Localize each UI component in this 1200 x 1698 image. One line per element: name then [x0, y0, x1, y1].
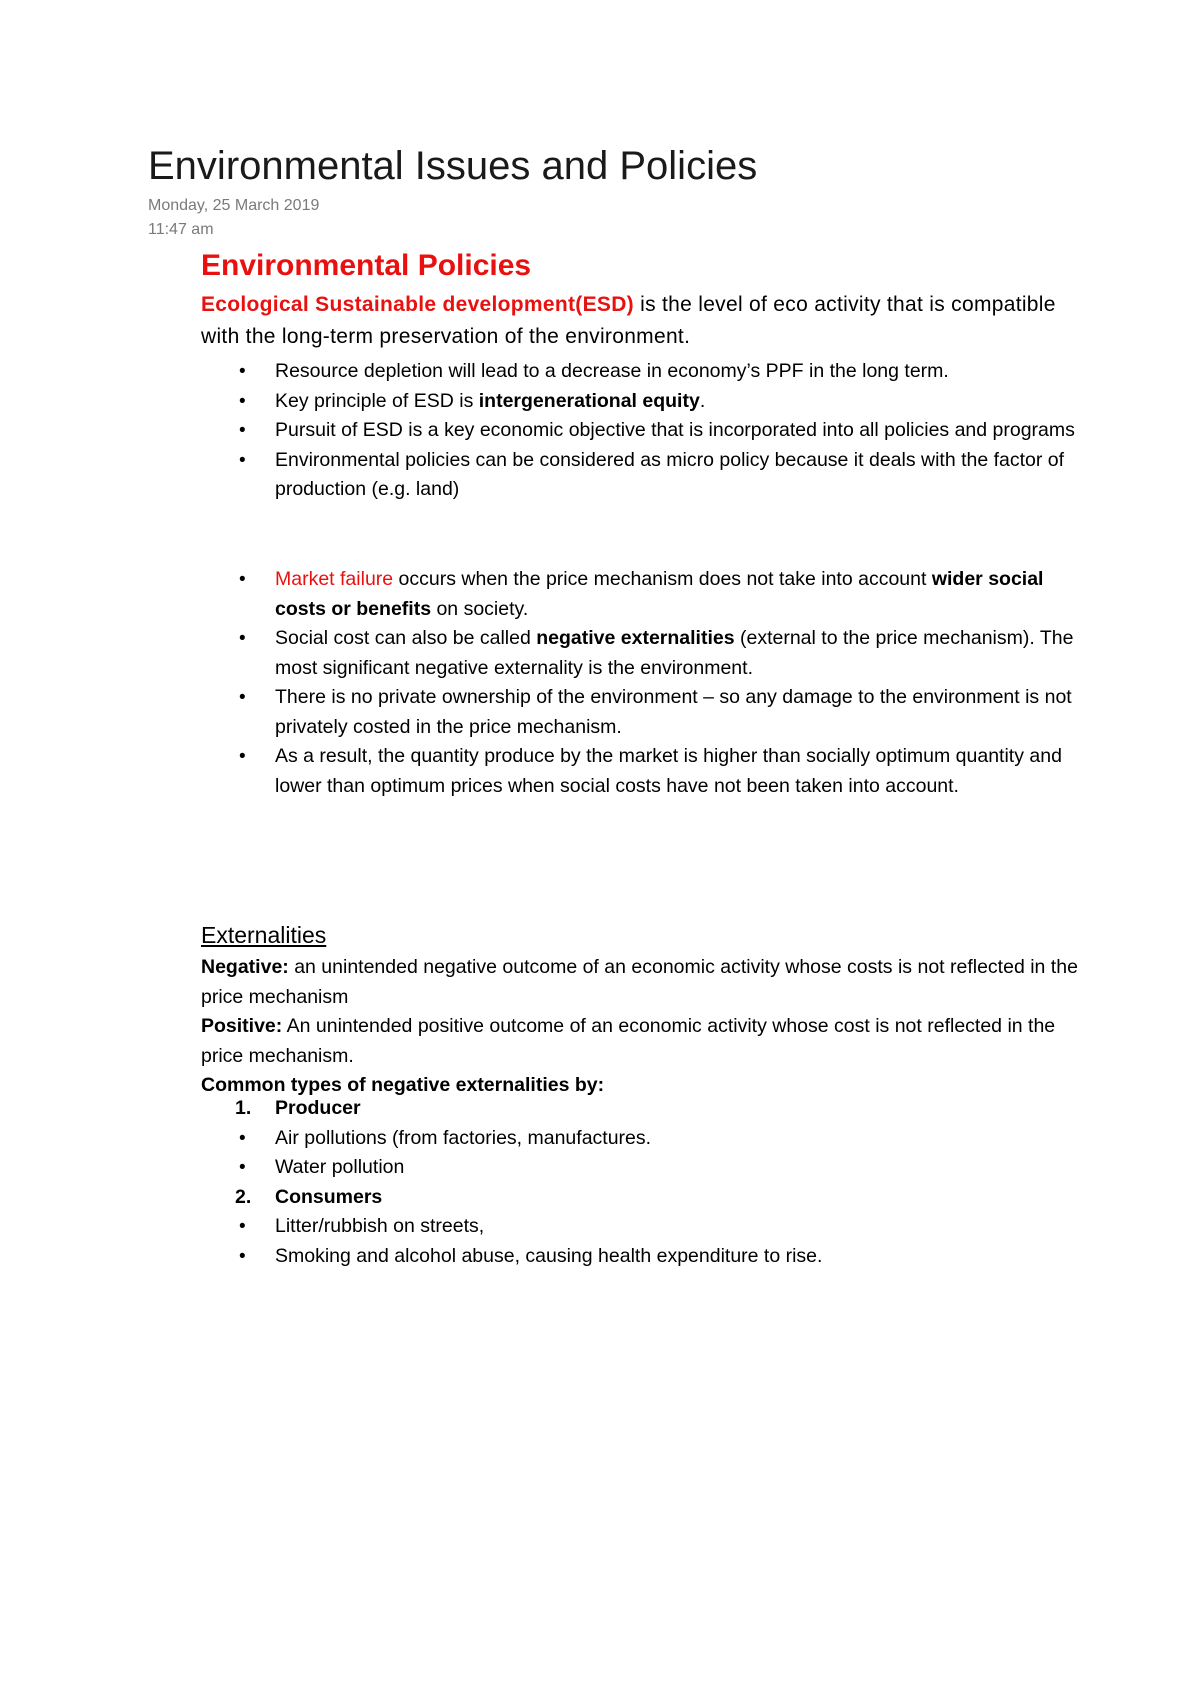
list-item: [239, 387, 1095, 417]
esd-bullet-list: [239, 357, 1095, 505]
list-item-text: There is no private ownership of the environment – so any damage to the environment is not privately costed in the price mechanism.: [275, 686, 1072, 738]
bullet-icon: •: [239, 1245, 246, 1267]
externality-types-list: [235, 1094, 1095, 1271]
bullet-icon: •: [239, 569, 246, 590]
market-failure-bullet-list: [239, 565, 1095, 801]
list-item: [239, 624, 1095, 683]
note-date: Monday, 25 March 2019: [148, 197, 320, 214]
list-item-text: Water pollution: [275, 1156, 405, 1178]
list-item: [239, 1124, 1095, 1154]
positive-definition: [201, 1012, 1081, 1071]
section-heading-policies: Environmental Policies: [201, 249, 532, 282]
list-item-text: (external to the price mechanism). The most significant negative externality is the environment.: [275, 627, 1074, 679]
list-item-text: Environmental policies can be considered as micro policy because it deals with the factor of production (e.g. land): [275, 448, 1065, 500]
list-item: [235, 1094, 1095, 1124]
negative-definition: [201, 953, 1081, 1012]
section-heading-externalities: Externalities: [201, 922, 327, 948]
esd-term: Ecological Sustainable development(ESD): [201, 293, 634, 316]
page-title: Environmental Issues and Policies: [148, 144, 758, 188]
list-item-text: Resource depletion will lead to a decrease in economy’s PPF in the long term.: [275, 360, 949, 382]
list-item-text: occurs when the price mechanism does not take into account: [393, 568, 932, 590]
esd-definition-text: is the level of eco activity that is compatible with the long-term preservation of the environment.: [201, 293, 1056, 348]
definition-text: An unintended positive outcome of an economic activity whose cost is not reflected in the price mechanism.: [201, 1015, 1056, 1067]
list-item-text: Smoking and alcohol abuse, causing health expenditure to rise.: [275, 1244, 823, 1267]
esd-definition: [201, 289, 1081, 353]
emphasis-text: intergenerational equity: [478, 389, 700, 412]
list-item: [239, 357, 1095, 387]
definition-label: Negative:: [201, 956, 289, 978]
list-item-text: Litter/rubbish on streets,: [275, 1215, 485, 1237]
bullet-icon: •: [239, 1216, 246, 1237]
bullet-icon: •: [239, 687, 246, 708]
list-item-text: Pursuit of ESD is a key economic objective that is incorporated into all policies and programs: [275, 419, 1075, 441]
bullet-icon: •: [239, 746, 246, 767]
list-item: [239, 1242, 1095, 1272]
bullet-icon: •: [239, 390, 246, 412]
bullet-icon: •: [239, 420, 246, 441]
list-item-text: on society.: [431, 597, 529, 620]
list-number: 1.: [235, 1097, 252, 1119]
list-item: [239, 416, 1095, 446]
list-item-text: Air pollutions (from factories, manufactures.: [275, 1126, 652, 1149]
list-item-text: Key principle of ESD is: [275, 389, 479, 412]
list-item: [235, 1183, 1095, 1213]
list-item-text: Social cost can also be called: [275, 627, 537, 649]
definition-text: an unintended negative outcome of an economic activity whose costs is not reflected in the price mechanism: [201, 956, 1078, 1008]
emphasis-text: wider social costs or benefits: [275, 568, 1044, 620]
list-item: [239, 1212, 1095, 1242]
note-time: 11:47 am: [148, 221, 214, 238]
definition-label: Positive:: [201, 1015, 283, 1037]
list-item: [239, 446, 1095, 505]
bullet-icon: •: [239, 628, 246, 649]
bullet-icon: •: [239, 361, 246, 382]
list-item: [239, 742, 1095, 801]
common-types-heading: Common types of negative externalities by:: [201, 1074, 605, 1096]
list-item: [239, 565, 1095, 624]
list-item-text: Consumers: [275, 1185, 383, 1208]
highlight-text: Market failure: [275, 568, 394, 590]
list-item-text: Producer: [275, 1097, 361, 1119]
bullet-icon: •: [239, 1157, 246, 1178]
bullet-icon: •: [239, 449, 246, 471]
emphasis-text: negative externalities: [536, 627, 735, 649]
list-number: 2.: [235, 1185, 252, 1208]
list-item: [239, 683, 1095, 742]
list-item-text: .: [699, 389, 706, 412]
externalities-body: [201, 953, 1081, 1101]
list-item-text: As a result, the quantity produce by the market is higher than socially optimum quantity and lower than optimum prices when social costs have not been taken into account.: [275, 745, 1062, 797]
bullet-icon: •: [239, 1127, 246, 1149]
list-item: [239, 1153, 1095, 1183]
